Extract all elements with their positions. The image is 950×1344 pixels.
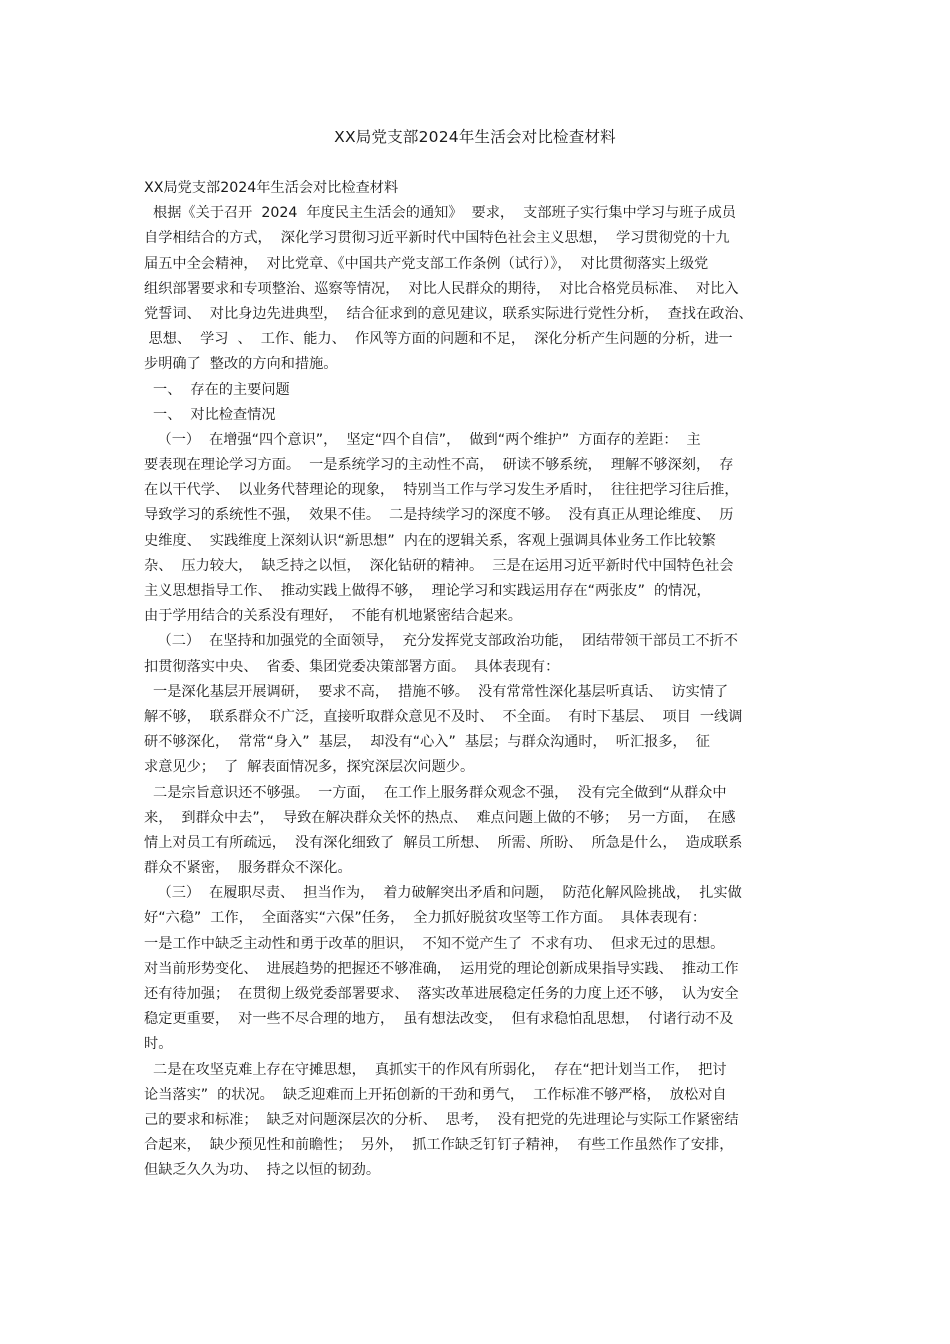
text-line: 届五中全会精神， 对比党章、《中国共产党支部工作条例（试行）》， 对比贯彻落实上级党	[144, 255, 709, 272]
text-line: 二是在攻坚克难上存在守摊思想， 真抓实干的作风有所弱化， 存在“把计划当工作， 把讨	[144, 1061, 727, 1078]
text-line: 时。	[144, 1036, 173, 1053]
text-line: 稳定更重要， 对一些不尽合理的地方， 虽有想法改变， 但有求稳怕乱思想， 付诸行动不及	[144, 1011, 734, 1028]
text-line: 论当落实” 的状况。 缺乏迎难而上开拓创新的干劲和勇气， 工作标准不够严格， 放松对自	[144, 1086, 727, 1103]
text-line: 步明确了 整改的方向和措施。	[144, 356, 338, 373]
text-line: 还有待加强； 在贯彻上级党委部署要求、 落实改革进展稳定任务的力度上还不够， 认为安全	[144, 986, 739, 1002]
document-title: XX局党支部2024年生活会对比检查材料	[334, 128, 616, 146]
text-line: 一、 对比检查情况	[144, 406, 276, 423]
text-line: 但缺乏久久为功、 持之以恒的韧劲。	[144, 1162, 381, 1179]
text-line: 二是宗旨意识还不够强。 一方面， 在工作上服务群众观念不强， 没有完全做到“从群众中	[144, 784, 727, 801]
text-line: 对当前形势变化、 进展趋势的把握还不够准确， 运用党的理论创新成果指导实践、 推动工作	[144, 960, 739, 977]
text-line: 己的要求和标准； 缺乏对问题深层次的分析、 思考， 没有把党的先进理论与实际工作紧密结	[144, 1111, 739, 1128]
document-body	[144, 176, 814, 1184]
text-line: 研不够深化， 常常“身入” 基层， 却没有“心入” 基层；与群众沟通时， 听汇报多， 征	[144, 734, 710, 751]
text-line: 好“六稳” 工作， 全面落实“六保”任务， 全力抓好脱贫攻坚等工作方面。 具体表现有：	[144, 910, 707, 927]
text-line: 求意见少； 了 解表面情况多，探究深层次问题少。	[144, 759, 475, 776]
text-line: （二） 在坚持和加强党的全面领导， 充分发挥党支部政治功能， 团结带领干部员工不折不	[144, 633, 738, 650]
text-line: （一） 在增强“四个意识”， 坚定“四个自信”， 做到“两个维护” 方面存的差距： 主	[144, 431, 701, 448]
text-line: 一、 存在的主要问题	[144, 381, 290, 398]
text-line: 在以干代学、 以业务代替理论的现象， 特别当工作与学习发生矛盾时， 往往把学习往后推，	[144, 482, 739, 499]
text-line: XX局党支部2024年生活会对比检查材料	[144, 180, 399, 196]
text-line: 来， 到群众中去”， 导致在解决群众关怀的热点、 难点问题上做的不够； 另一方面， 在感	[144, 809, 736, 826]
text-line: 要表现在理论学习方面。 一是系统学习的主动性不高， 研读不够系统， 理解不够深刻， 存	[144, 457, 734, 474]
text-line: 组织部署要求和专项整治、巡察等情况， 对比人民群众的期待， 对比合格党员标准、 对比入	[144, 280, 739, 297]
text-line: 主义思想指导工作、 推动实践上做得不够， 理论学习和实践运用存在“两张皮” 的情况，	[144, 583, 711, 599]
text-line: 杂、 压力较大， 缺乏持之以恒， 深化钻研的精神。 三是在运用习近平新时代中国特色社会	[144, 557, 734, 574]
text-line: 由于学用结合的关系没有理好， 不能有机地紧密结合起来。	[144, 608, 522, 625]
text-line: 扣贯彻落实中央、 省委、集团党委决策部署方面。 具体表现有：	[144, 658, 560, 675]
text-line: 思想、 学习 、 工作、能力、 作风等方面的问题和不足， 深化分析产生问题的分析，进一	[144, 331, 733, 348]
text-line: 党誓词、 对比身边先进典型， 结合征求到的意见建议，联系实际进行党性分析， 查找在政治、	[144, 305, 753, 322]
text-line: 根据《关于召开 2024 年度民主生活会的通知》 要求， 支部班子实行集中学习与班子成员	[144, 205, 736, 222]
text-line: 解不够， 联系群众不广泛，直接听取群众意见不及时、 不全面。 有时下基层、 项目 一线调	[144, 708, 743, 725]
text-line: 一是工作中缺乏主动性和勇于改革的胆识， 不知不觉产生了 不求有功、 但求无过的思想。	[144, 935, 725, 952]
text-line: 自学相结合的方式， 深化学习贯彻习近平新时代中国特色社会主义思想， 学习贯彻党的十九	[144, 230, 730, 247]
text-line: 群众不紧密， 服务群众不深化。	[144, 860, 352, 877]
text-line: 导致学习的系统性不强， 效果不佳。 二是持续学习的深度不够。 没有真正从理论维度、 历	[144, 507, 734, 524]
text-line: （三） 在履职尽责、 担当作为， 着力破解突出矛盾和问题， 防范化解风险挑战， 扎实做	[144, 885, 742, 902]
text-line: 情上对员工有所疏远， 没有深化细致了 解员工所想、 所需、所盼、 所急是什么， 造成联系	[144, 834, 743, 851]
text-line: 一是深化基层开展调研， 要求不高， 措施不够。 没有常常性深化基层听真话、 访实情了	[144, 683, 729, 700]
text-line: 史维度、 实践维度上深刻认识“新思想” 内在的逻辑关系，客观上强调具体业务工作比较繁	[144, 532, 716, 549]
text-line: 合起来， 缺少预见性和前瞻性； 另外， 抓工作缺乏钉钉子精神， 有些工作虽然作了安排，	[144, 1137, 734, 1154]
